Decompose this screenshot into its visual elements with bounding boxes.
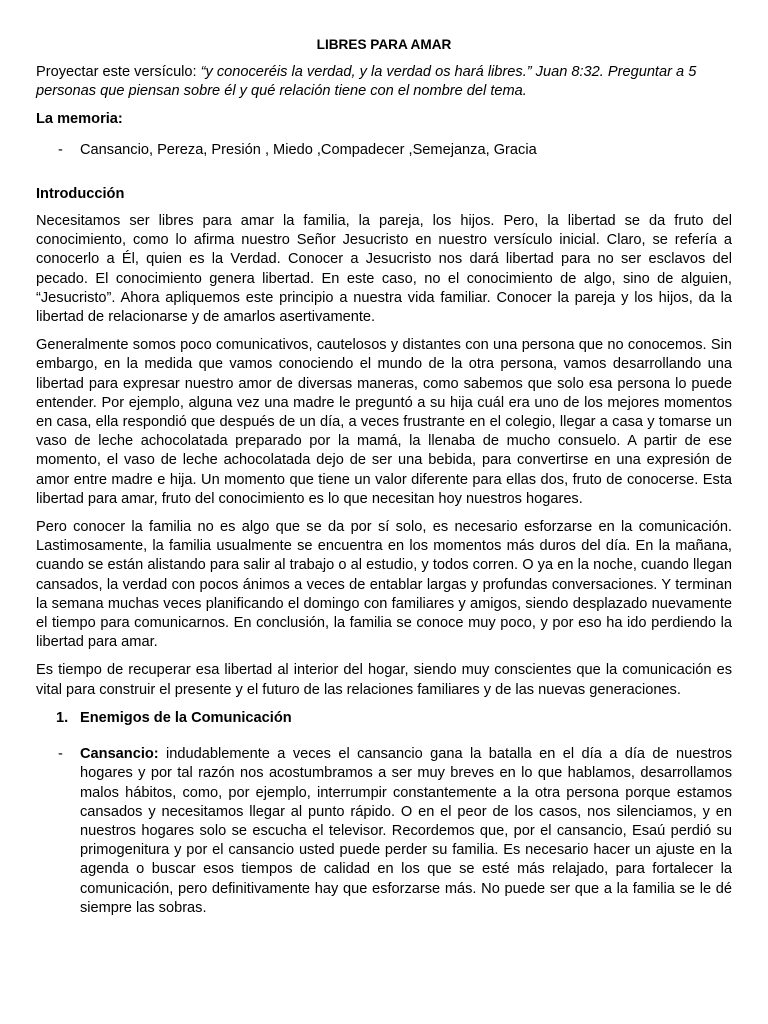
memory-list-item-text: Cansancio, Pereza, Presión , Miedo ,Compadecer ,Semejanza, Gracia — [80, 141, 537, 158]
dash-bullet-icon: - — [58, 746, 63, 763]
introduction-heading: Introducción — [36, 185, 125, 202]
section-1-number: 1. — [56, 709, 69, 726]
section-1-list-item — [36, 745, 732, 918]
memory-list — [36, 141, 732, 160]
list-item-term: Cansancio: — [80, 746, 159, 763]
memory-heading: La memoria: — [36, 111, 123, 128]
verse-paragraph — [36, 63, 732, 101]
section-1-heading — [36, 709, 732, 728]
memory-list-item — [36, 141, 732, 160]
dash-bullet-icon: - — [58, 141, 63, 158]
introduction-paragraph-1: Necesitamos ser libres para amar la familia, la pareja, los hijos. Pero, la libertad se da fruto del conocimiento, como lo afirma nuestro Señor Jesucristo en nuestro versículo inicial. Claro, se refería a conocerlo a Él, quien es la Verdad. Conocer a Jesucristo nos dará libertad para no ser esclavos del pecado. El conocimiento genera libertad. En este caso, no el conocimiento de algo, sino de alguien, “Jesucristo”. Ahora apliquemos este principio a nuestra vida familiar. Conocer la pareja y los hijos, da la libertad de relacionarse y de amarlos asertivamente. — [36, 213, 732, 326]
verse-tail: Juan 8:32. Preguntar a 5 personas que piensan sobre él y qué relación tiene con el nombre del tema. — [36, 64, 697, 100]
introduction-paragraph-2: Generalmente somos poco comunicativos, cautelosos y distantes con una persona que no conocemos. Sin embargo, en la medida que vamos conociendo el mundo de la otra persona, vamos desarrollando una libertad para expresar nuestro amor de diversas maneras, como sabemos que solo esa persona lo puede entender. Por ejemplo, alguna vez una madre le preguntó a su hija cuál era uno de los mejores momentos en casa, ella respondió que después de un día, a veces frustrante en el colegio, llegar a casa y tomarse un vaso de leche achocolatada preparado por la mamá, la llenaba de mucho consuelo. A partir de ese momento, el vaso de leche achocolatada dejo de ser una bebida, para convertirse en una expresión de amor entre madre e hija. Un momento que tiene un valor diferente para ellas dos, fruto de conocerse. Esta libertad para amar, fruto del conocimiento es lo que necesitan hoy nuestros hogares. — [36, 337, 732, 507]
verse-quote: “y conoceréis la verdad, y la verdad os hará libres.” — [200, 64, 532, 80]
introduction-paragraph-3: Pero conocer la familia no es algo que se da por sí solo, es necesario esforzarse en la comunicación. Lastimosamente, la familia usualmente se encuentra en los momentos más duros del día. En la mañana, cuando se están alistando para salir al trabajo o al estudio, y todos corren. O ya en la noche, cuando llegan cansados, la verdad con pocos ánimos a veces de entablar largas y profundas conversaciones. Y terminan la semana muchas veces planificando el domingo con familiares y amigos, siendo desplazado nuevamente el tiempo para comunicarnos. En conclusión, la familia se conoce muy poco, y por eso ha ido perdiendo la libertad para amar. — [36, 519, 732, 651]
verse-lead: Proyectar este versículo: — [36, 64, 201, 80]
list-item-text: indudablemente a veces el cansancio gana la batalla en el día a día de nuestros hogares y por tal razón nos acostumbramos a ser muy breves en lo que hablamos, desarrollamos malos hábitos, como, por ejemplo, interrumpir constantemente a la otra persona porque estamos cansados y necesitamos llegar al punto rápido. O en el peor de los casos, nos silenciamos, y en nuestros hogares solo se escucha el televisor. Recordemos que, por el cansancio, Esaú perdió su primogenitura y por el cansancio usted puede perder su familia. Es necesario hacer un ajuste en la agenda o buscar esos tiempos de calidad en los que se esté más relajado, para fortalecer la comunicación, pero definitivamente hay que esforzarse más. No puede ser que a la familia se le dé siempre las sobras. — [80, 746, 732, 916]
introduction-paragraph-4: Es tiempo de recuperar esa libertad al interior del hogar, siendo muy conscientes que la comunicación es vital para construir el presente y el futuro de las relaciones familiares y de las nuevas generaciones. — [36, 662, 732, 698]
section-1-list — [36, 745, 732, 918]
section-1-title: Enemigos de la Comunicación — [80, 709, 292, 726]
document-title: LIBRES PARA AMAR — [316, 37, 452, 52]
